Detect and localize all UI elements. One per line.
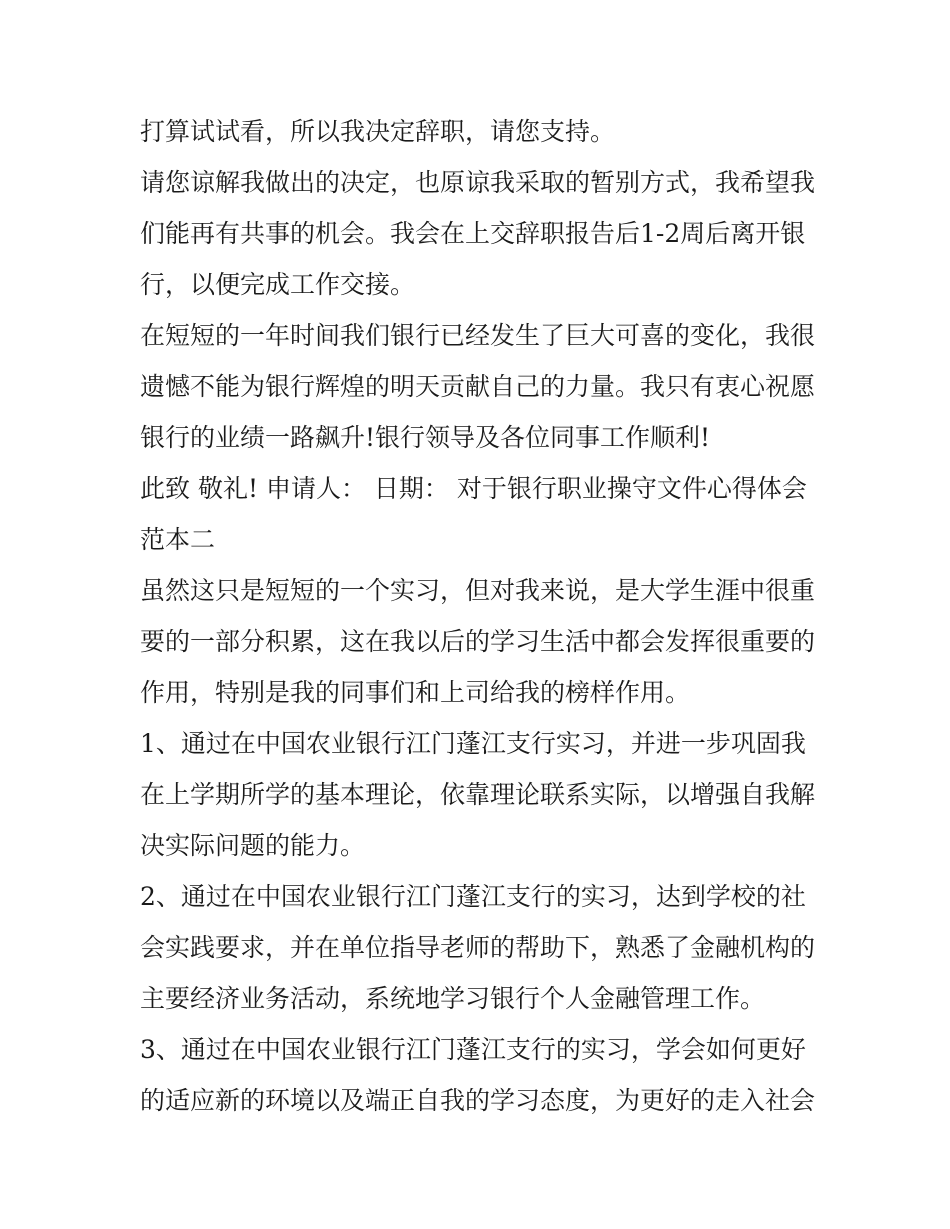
text-line: 在短短的一年时间我们银行已经发生了巨大可喜的变化，我很: [140, 321, 816, 350]
text-line: 此致 敬礼! 申请人： 日期： 对于银行职业操守文件心得体会: [140, 474, 807, 503]
document-body: [140, 106, 820, 1126]
text-line: 请您谅解我做出的决定，也原谅我采取的暂别方式，我希望我: [140, 168, 816, 197]
text-line: 1、通过在中国农业银行江门蓬江支行实习，并进一步巩固我: [140, 729, 806, 758]
text-line: 主要经济业务活动，系统地学习银行个人金融管理工作。: [140, 984, 766, 1013]
text-line: 3、通过在中国农业银行江门蓬江支行的实习，学会如何更好: [140, 1035, 806, 1064]
text-line: 银行的业绩一路飙升!银行领导及各位同事工作顺利!: [140, 423, 711, 452]
text-line: 遗憾不能为银行辉煌的明天贡献自己的力量。我只有衷心祝愿: [140, 372, 816, 401]
text-line: 虽然这只是短短的一个实习，但对我来说，是大学生涯中很重: [140, 576, 816, 605]
text-line: 行，以便完成工作交接。: [140, 270, 416, 299]
text-line: 范本二: [140, 525, 216, 554]
text-line: 要的一部分积累，这在我以后的学习生活中都会发挥很重要的: [140, 627, 816, 656]
text-line: 打算试试看，所以我决定辞职，请您支持。: [140, 117, 616, 146]
text-line: 决实际问题的能力。: [140, 831, 366, 860]
text-line: 会实践要求，并在单位指导老师的帮助下，熟悉了金融机构的: [140, 933, 816, 962]
text-line: 们能再有共事的机会。我会在上交辞职报告后1-2周后离开银: [140, 219, 806, 248]
text-line: 2、通过在中国农业银行江门蓬江支行的实习，达到学校的社: [140, 882, 806, 911]
text-line: 在上学期所学的基本理论，依靠理论联系实际，以增强自我解: [140, 780, 816, 809]
text-line: 作用，特别是我的同事们和上司给我的榜样作用。: [140, 678, 691, 707]
text-line: 的适应新的环境以及端正自我的学习态度，为更好的走入社会: [140, 1086, 816, 1115]
